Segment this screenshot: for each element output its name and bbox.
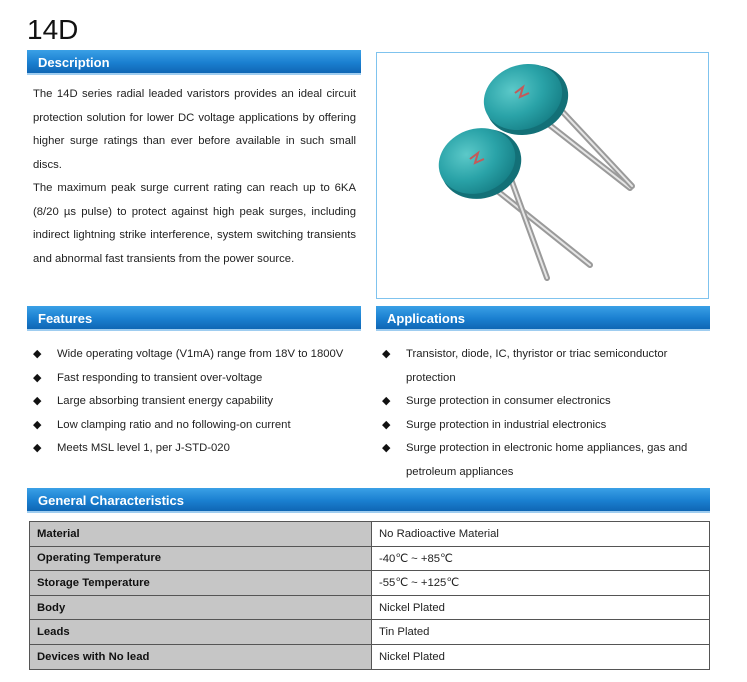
feature-text: Meets MSL level 1, per J-STD-020 <box>57 442 230 454</box>
table-row <box>30 546 710 571</box>
general-characteristics-header: General Characteristics <box>27 488 710 513</box>
diamond-bullet-icon: ◆ <box>33 442 42 454</box>
features-header: Features <box>27 306 361 331</box>
diamond-bullet-icon: ◆ <box>33 418 42 431</box>
diamond-bullet-icon: ◆ <box>382 418 391 431</box>
diamond-bullet-icon: ◆ <box>382 348 391 360</box>
table-row <box>30 595 710 620</box>
table-row <box>30 620 710 645</box>
characteristics-table <box>29 521 710 670</box>
diamond-bullet-icon: ◆ <box>382 395 391 407</box>
table-row <box>30 522 710 547</box>
application-text: Transistor, diode, IC, thyristor or triac semiconductor protection <box>406 348 668 384</box>
application-text: Surge protection in electronic home appliances, gas and petroleum appliances <box>406 442 688 478</box>
varistor-illustration <box>377 53 708 298</box>
characteristic-key: Devices with No lead <box>30 644 372 669</box>
description-paragraph-2: The maximum peak surge current rating can reach up to 6KA (8/20 µs pulse) to protect against high peak surges, including indirect lightning strike interference, system switching transients and abnormal fast transients from the power source. <box>33 182 356 265</box>
applications-header: Applications <box>376 306 710 331</box>
table-row <box>30 644 710 669</box>
list-item <box>380 343 700 390</box>
characteristic-value: Nickel Plated <box>372 644 710 669</box>
characteristic-value: -40℃ ~ +85℃ <box>372 546 710 571</box>
characteristic-key: Operating Temperature <box>30 546 372 571</box>
list-item <box>31 437 361 461</box>
applications-list <box>380 343 700 484</box>
table-row <box>30 571 710 596</box>
page-title: 14D <box>27 14 79 45</box>
features-list <box>31 343 361 461</box>
list-item <box>380 390 700 414</box>
application-text: Surge protection in industrial electronics <box>406 418 607 431</box>
characteristic-value: Tin Plated <box>372 620 710 645</box>
list-item <box>31 343 361 367</box>
diamond-bullet-icon: ◆ <box>382 442 391 454</box>
list-item <box>31 414 361 438</box>
feature-text: Wide operating voltage (V1mA) range from 18V to 1800V <box>57 348 344 360</box>
characteristic-key: Leads <box>30 620 372 645</box>
feature-text: Large absorbing transient energy capability <box>57 395 274 407</box>
characteristic-key: Body <box>30 595 372 620</box>
list-item <box>31 367 361 391</box>
list-item <box>31 390 361 414</box>
feature-text: Low clamping ratio and no following-on current <box>57 418 291 431</box>
lead-icon <box>547 108 632 188</box>
list-item <box>380 437 700 484</box>
list-item <box>380 414 700 438</box>
characteristic-value: -55℃ ~ +125℃ <box>372 571 710 596</box>
description-paragraph-1: The 14D series radial leaded varistors provides an ideal circuit protection solution for lower DC voltage applications by offering higher surge ratings than ever before available in such small discs. <box>33 88 356 171</box>
characteristic-key: Material <box>30 522 372 547</box>
application-text: Surge protection in consumer electronics <box>406 395 611 407</box>
description-text <box>33 83 356 271</box>
diamond-bullet-icon: ◆ <box>33 395 42 407</box>
diamond-bullet-icon: ◆ <box>33 371 42 384</box>
description-header: Description <box>27 50 361 75</box>
characteristic-value: Nickel Plated <box>372 595 710 620</box>
characteristic-key: Storage Temperature <box>30 571 372 596</box>
product-image <box>376 52 709 299</box>
feature-text: Fast responding to transient over-voltage <box>57 371 263 384</box>
diamond-bullet-icon: ◆ <box>33 348 42 360</box>
characteristic-value: No Radioactive Material <box>372 522 710 547</box>
